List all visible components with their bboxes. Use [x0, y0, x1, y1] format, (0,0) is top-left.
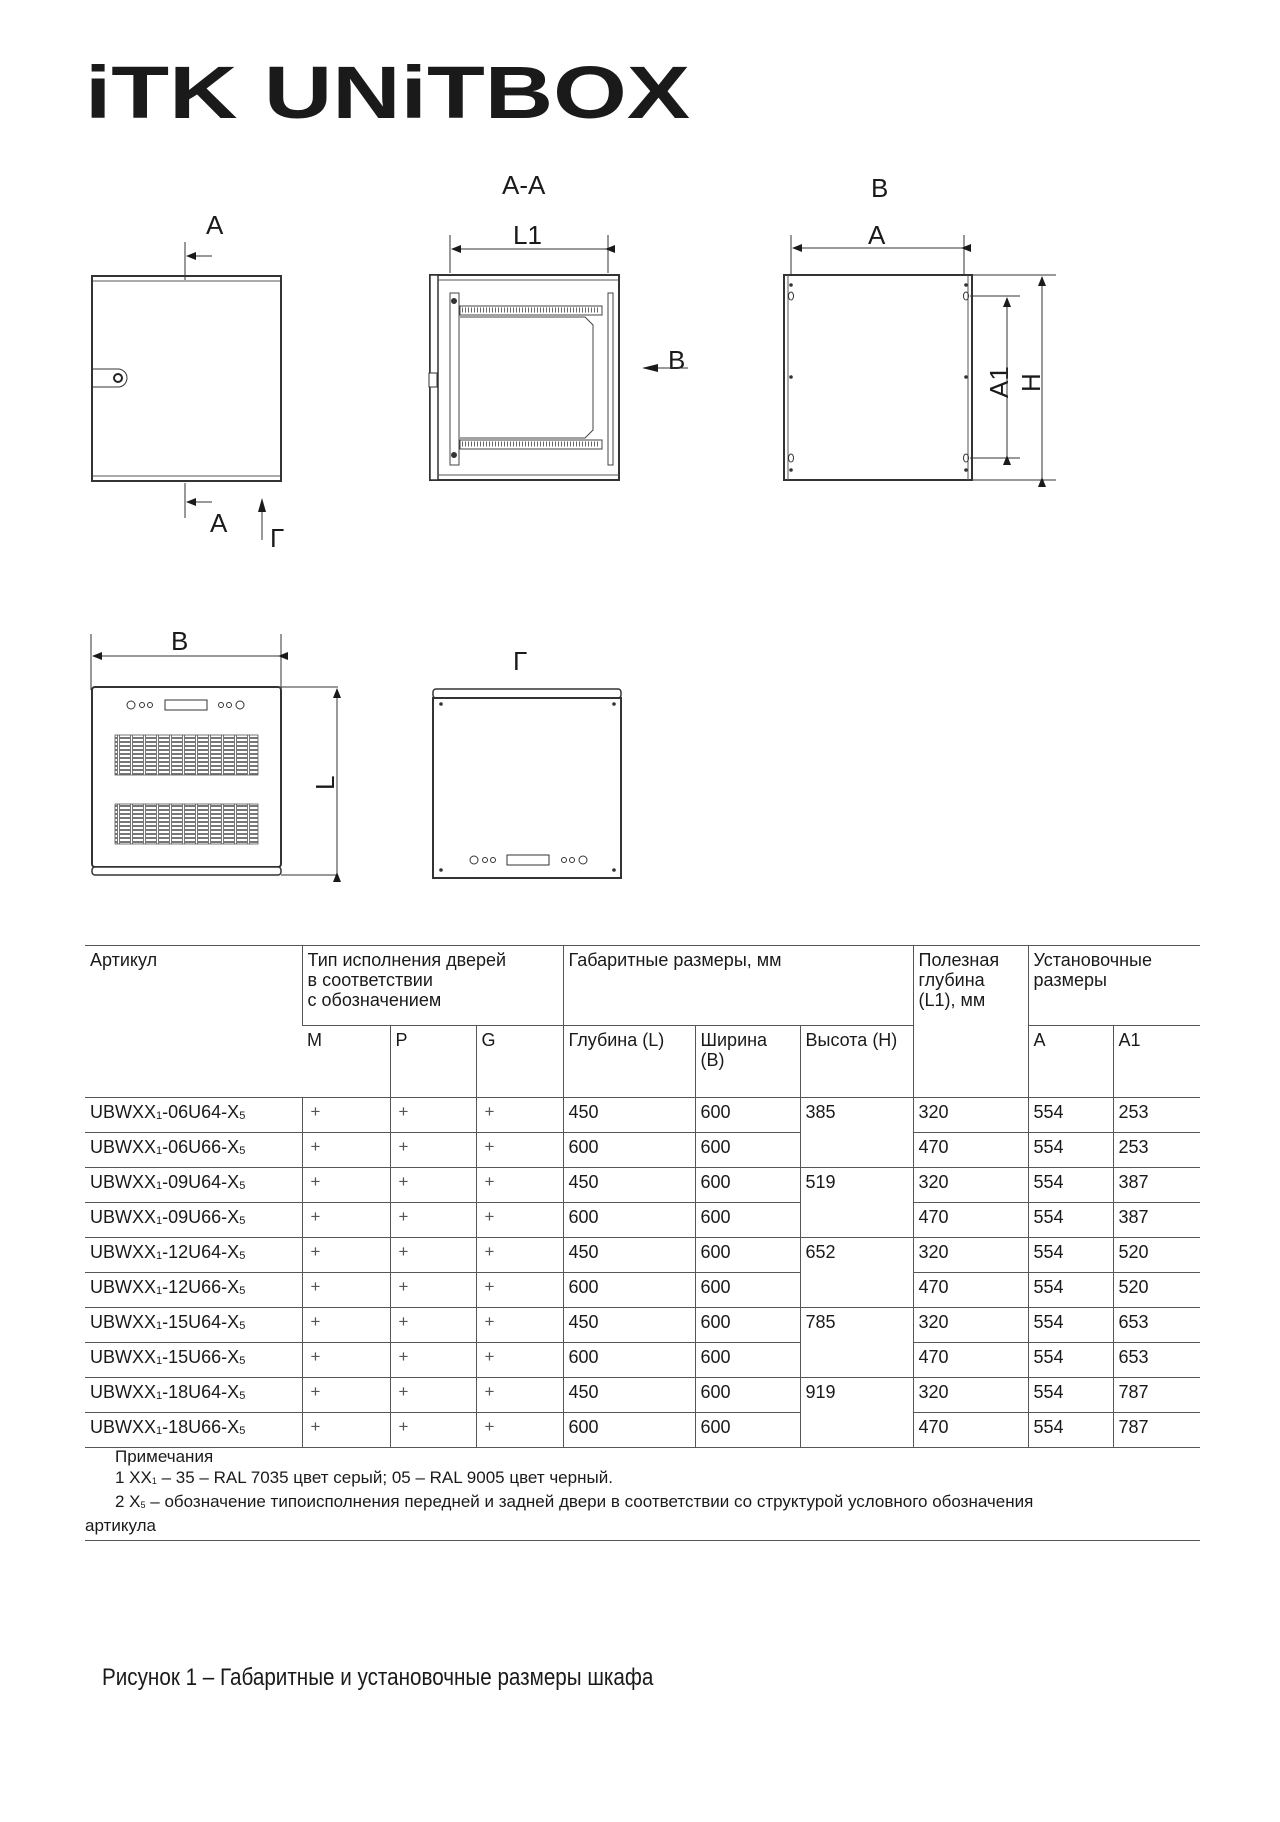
cell-article: UBWXX1-18U64-X5 [85, 1378, 302, 1413]
cell-width: 600 [695, 1378, 800, 1413]
front-view-drawing [80, 200, 320, 560]
cell-m: + [302, 1098, 390, 1133]
cell-p: + [390, 1168, 476, 1203]
cell-l1: 470 [913, 1343, 1028, 1378]
table-row [85, 1133, 1200, 1168]
table-row [85, 1168, 1200, 1203]
cell-depth: 600 [563, 1133, 695, 1168]
cell-a: 554 [1028, 1168, 1113, 1203]
cell-depth: 450 [563, 1378, 695, 1413]
cell-width: 600 [695, 1203, 800, 1238]
cell-a: 554 [1028, 1238, 1113, 1273]
cell-l1: 470 [913, 1133, 1028, 1168]
cell-article: UBWXX1-06U64-X5 [85, 1098, 302, 1133]
section-title: A-A [502, 170, 546, 200]
cell-g: + [476, 1098, 563, 1133]
cell-a1: 253 [1113, 1133, 1200, 1168]
section-mark-top: A [206, 210, 224, 240]
cell-l1: 320 [913, 1308, 1028, 1343]
note-2-continuation: артикула [85, 1516, 156, 1535]
cell-g: + [476, 1273, 563, 1308]
cell-article: UBWXX1-09U66-X5 [85, 1203, 302, 1238]
cell-g: + [476, 1133, 563, 1168]
cell-p: + [390, 1133, 476, 1168]
view-g-title: Г [513, 646, 528, 676]
l1-dimension-label: L1 [513, 220, 542, 250]
header-width: Ширина (B) [695, 1026, 800, 1098]
cell-p: + [390, 1308, 476, 1343]
cell-p: + [390, 1273, 476, 1308]
header-depth: Глубина (L) [563, 1026, 695, 1098]
cell-a: 554 [1028, 1343, 1113, 1378]
header-mounting-dimensions: Установочные размеры [1028, 946, 1200, 1026]
cell-article: UBWXX1-06U66-X5 [85, 1133, 302, 1168]
figure-caption: Рисунок 1 – Габаритные и установочные размеры шкафа [102, 1664, 654, 1691]
b-dimension-label: B [171, 626, 189, 656]
table-row [85, 1378, 1200, 1413]
cell-g: + [476, 1168, 563, 1203]
a1-dimension-label: A1 [984, 366, 1014, 398]
cell-l1: 470 [913, 1273, 1028, 1308]
header-m: M [302, 1026, 390, 1098]
table-row [85, 1273, 1200, 1308]
notes-title: Примечания [115, 1447, 214, 1466]
logo-text: iTK UNiTBOX [85, 60, 690, 124]
cell-m: + [302, 1413, 390, 1448]
cell-a: 554 [1028, 1098, 1113, 1133]
cell-depth: 450 [563, 1098, 695, 1133]
cell-l1: 320 [913, 1238, 1028, 1273]
itk-unitbox-logo [85, 60, 695, 124]
cell-l1: 320 [913, 1098, 1028, 1133]
cell-a1: 253 [1113, 1098, 1200, 1133]
header-a: A [1028, 1026, 1113, 1098]
view-arrow-label-g: Г [270, 523, 285, 553]
h-dimension-label: H [1016, 373, 1046, 392]
view-arrow-label-b: B [668, 345, 686, 375]
table-row [85, 1343, 1200, 1378]
cell-height: 385 [800, 1098, 913, 1168]
cell-depth: 600 [563, 1273, 695, 1308]
cell-a: 554 [1028, 1308, 1113, 1343]
cell-m: + [302, 1378, 390, 1413]
cell-a1: 520 [1113, 1273, 1200, 1308]
cell-a: 554 [1028, 1413, 1113, 1448]
header-g: G [476, 1026, 563, 1098]
cell-p: + [390, 1343, 476, 1378]
cell-g: + [476, 1378, 563, 1413]
table-row [85, 1238, 1200, 1273]
l-dimension-label: L [310, 775, 340, 790]
cell-a1: 520 [1113, 1238, 1200, 1273]
section-mark-bottom: A [210, 508, 228, 538]
cell-depth: 450 [563, 1308, 695, 1343]
cell-article: UBWXX1-09U64-X5 [85, 1168, 302, 1203]
cell-l1: 320 [913, 1378, 1028, 1413]
back-view-drawing [780, 225, 1070, 495]
cell-depth: 600 [563, 1203, 695, 1238]
cell-depth: 600 [563, 1413, 695, 1448]
cell-article: UBWXX1-12U66-X5 [85, 1273, 302, 1308]
header-door-type: Тип исполнения дверей в соответствии с обозначением [302, 946, 563, 1026]
cell-a1: 387 [1113, 1168, 1200, 1203]
notes-block [85, 1446, 1200, 1541]
cell-l1: 470 [913, 1203, 1028, 1238]
cell-a1: 653 [1113, 1343, 1200, 1378]
cell-a: 554 [1028, 1273, 1113, 1308]
cell-depth: 450 [563, 1238, 695, 1273]
cell-width: 600 [695, 1308, 800, 1343]
cell-g: + [476, 1238, 563, 1273]
cell-g: + [476, 1343, 563, 1378]
cell-width: 600 [695, 1238, 800, 1273]
cell-width: 600 [695, 1098, 800, 1133]
cell-p: + [390, 1378, 476, 1413]
cell-a1: 787 [1113, 1413, 1200, 1448]
cell-height: 652 [800, 1238, 913, 1308]
cell-a1: 787 [1113, 1378, 1200, 1413]
cell-height: 919 [800, 1378, 913, 1448]
view-b-title: B [871, 173, 889, 203]
table-row [85, 1413, 1200, 1448]
cell-m: + [302, 1273, 390, 1308]
cell-p: + [390, 1413, 476, 1448]
cell-width: 600 [695, 1413, 800, 1448]
cell-m: + [302, 1308, 390, 1343]
cell-g: + [476, 1413, 563, 1448]
cell-height: 785 [800, 1308, 913, 1378]
header-article: Артикул [85, 946, 302, 1098]
cell-article: UBWXX1-18U66-X5 [85, 1413, 302, 1448]
table-row [85, 1098, 1200, 1133]
cell-a: 554 [1028, 1203, 1113, 1238]
a-dimension-label: A [868, 220, 886, 250]
cell-m: + [302, 1343, 390, 1378]
cell-l1: 470 [913, 1413, 1028, 1448]
bottom-view-drawing [425, 680, 630, 890]
cell-a1: 387 [1113, 1203, 1200, 1238]
cell-article: UBWXX1-15U66-X5 [85, 1343, 302, 1378]
note-2: 2 X5 – обозначение типоисполнения передней и задней двери в соответствии со структурой условного обозначения [115, 1492, 1034, 1511]
cell-g: + [476, 1308, 563, 1343]
header-useful-depth: Полезная глубина (L1), мм [913, 946, 1028, 1098]
cell-article: UBWXX1-15U64-X5 [85, 1308, 302, 1343]
cell-a: 554 [1028, 1133, 1113, 1168]
cell-a: 554 [1028, 1378, 1113, 1413]
cell-p: + [390, 1098, 476, 1133]
cell-width: 600 [695, 1273, 800, 1308]
note-1: 1 XX1 – 35 – RAL 7035 цвет серый; 05 – RAL 9005 цвет черный. [115, 1468, 613, 1487]
top-view-drawing [80, 626, 360, 890]
header-a1: A1 [1113, 1026, 1200, 1098]
cell-height: 519 [800, 1168, 913, 1238]
cell-width: 600 [695, 1343, 800, 1378]
cell-m: + [302, 1203, 390, 1238]
table-row [85, 1308, 1200, 1343]
section-view-drawing [420, 225, 690, 490]
cell-depth: 450 [563, 1168, 695, 1203]
cell-a1: 653 [1113, 1308, 1200, 1343]
cell-article: UBWXX1-12U64-X5 [85, 1238, 302, 1273]
header-overall-dimensions: Габаритные размеры, мм [563, 946, 913, 1026]
header-p: P [390, 1026, 476, 1098]
cell-m: + [302, 1168, 390, 1203]
cell-p: + [390, 1238, 476, 1273]
header-height: Высота (H) [800, 1026, 913, 1098]
dimensions-table [85, 945, 1200, 1448]
cell-m: + [302, 1238, 390, 1273]
cell-width: 600 [695, 1168, 800, 1203]
table-row [85, 1203, 1200, 1238]
cell-width: 600 [695, 1133, 800, 1168]
cell-depth: 600 [563, 1343, 695, 1378]
cell-m: + [302, 1133, 390, 1168]
cell-p: + [390, 1203, 476, 1238]
cell-l1: 320 [913, 1168, 1028, 1203]
cell-g: + [476, 1203, 563, 1238]
